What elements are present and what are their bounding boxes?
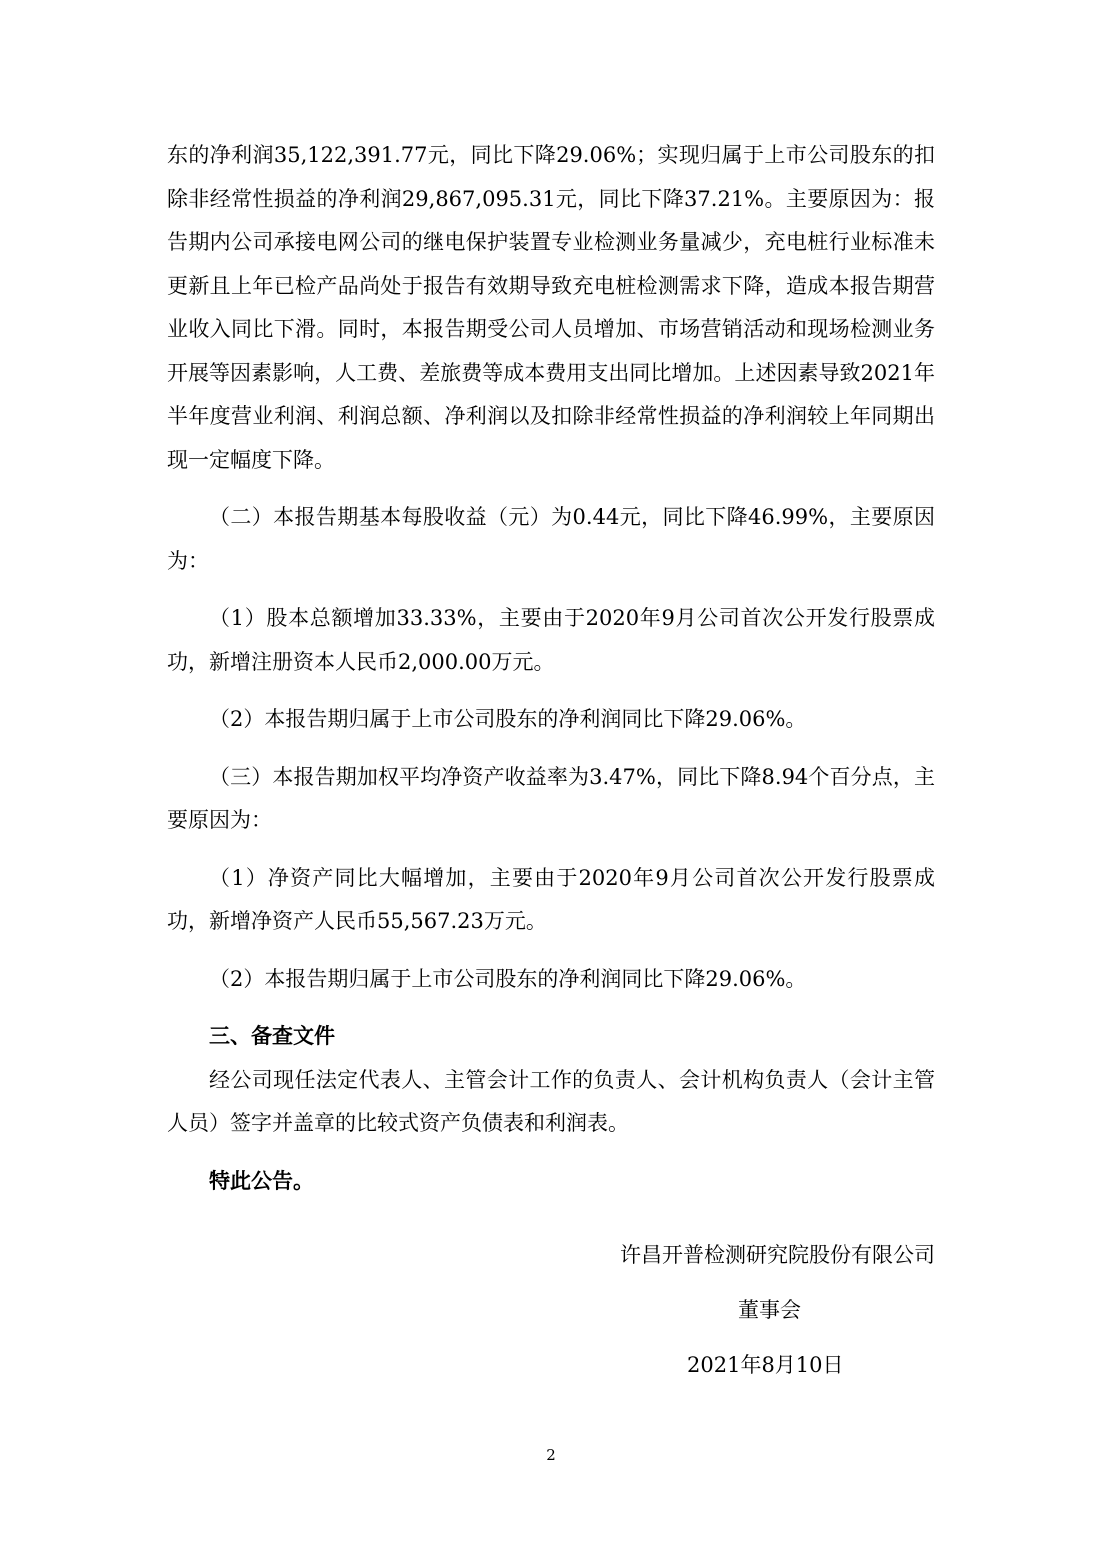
paragraph-continuation: 东的净利润35,122,391.77元，同比下降29.06%；实现归属于上市公司股东的扣除非经常性损益的净利润29,867,095.31元，同比下降37.21%。主要原因为：报告期内公司承接电网公司的继电保护装置专业检测业务量减少，充电桩行业标准未更新且上年已检产品尚处于报告有效期导致充电桩检测需求下降，造成本报告期营业收入同比下滑。同时，本报告期受公司人员增加、市场营销活动和现场检测业务开展等因素影响，人工费、差旅费等成本费用支出同比增加。上述因素导致2021年半年度营业利润、利润总额、净利润以及扣除非经常性损益的净利润较上年同期出现一定幅度下降。 (167, 143, 935, 472)
paragraph-roe-reason-1: （1）净资产同比大幅增加，主要由于2020年9月公司首次公开发行股票成功，新增净资产人民币55,567.23万元。 (167, 865, 935, 933)
section-body: 经公司现任法定代表人、主管会计工作的负责人、会计机构负责人（会计主管人员）签字并盖章的比较式资产负债表和利润表。 (167, 1067, 935, 1135)
closing-text: 特此公告。 (209, 1168, 314, 1193)
paragraph-eps-reason-2: （2）本报告期归属于上市公司股东的净利润同比下降29.06%。 (209, 707, 807, 731)
page-number: 2 (546, 1446, 556, 1464)
paragraph-eps-reason-1: （1）股本总额增加33.33%，主要由于2020年9月公司首次公开发行股票成功，新增注册资本人民币2,000.00万元。 (167, 606, 935, 674)
signature-date: 2021年8月10日 (687, 1353, 844, 1377)
signature-board: 董事会 (738, 1298, 801, 1322)
section-heading: 三、备查文件 (209, 1024, 335, 1048)
paragraph-roe: （三）本报告期加权平均净资产收益率为3.47%，同比下降8.94个百分点，主要原因为： (167, 764, 935, 832)
paragraph-roe-reason-2: （2）本报告期归属于上市公司股东的净利润同比下降29.06%。 (209, 966, 807, 991)
paragraph-eps: （二）本报告期基本每股收益（元）为0.44元，同比下降46.99%，主要原因为： (167, 505, 935, 573)
document-body (167, 134, 935, 1203)
signature-company: 许昌开普检测研究院股份有限公司 (620, 1243, 935, 1267)
